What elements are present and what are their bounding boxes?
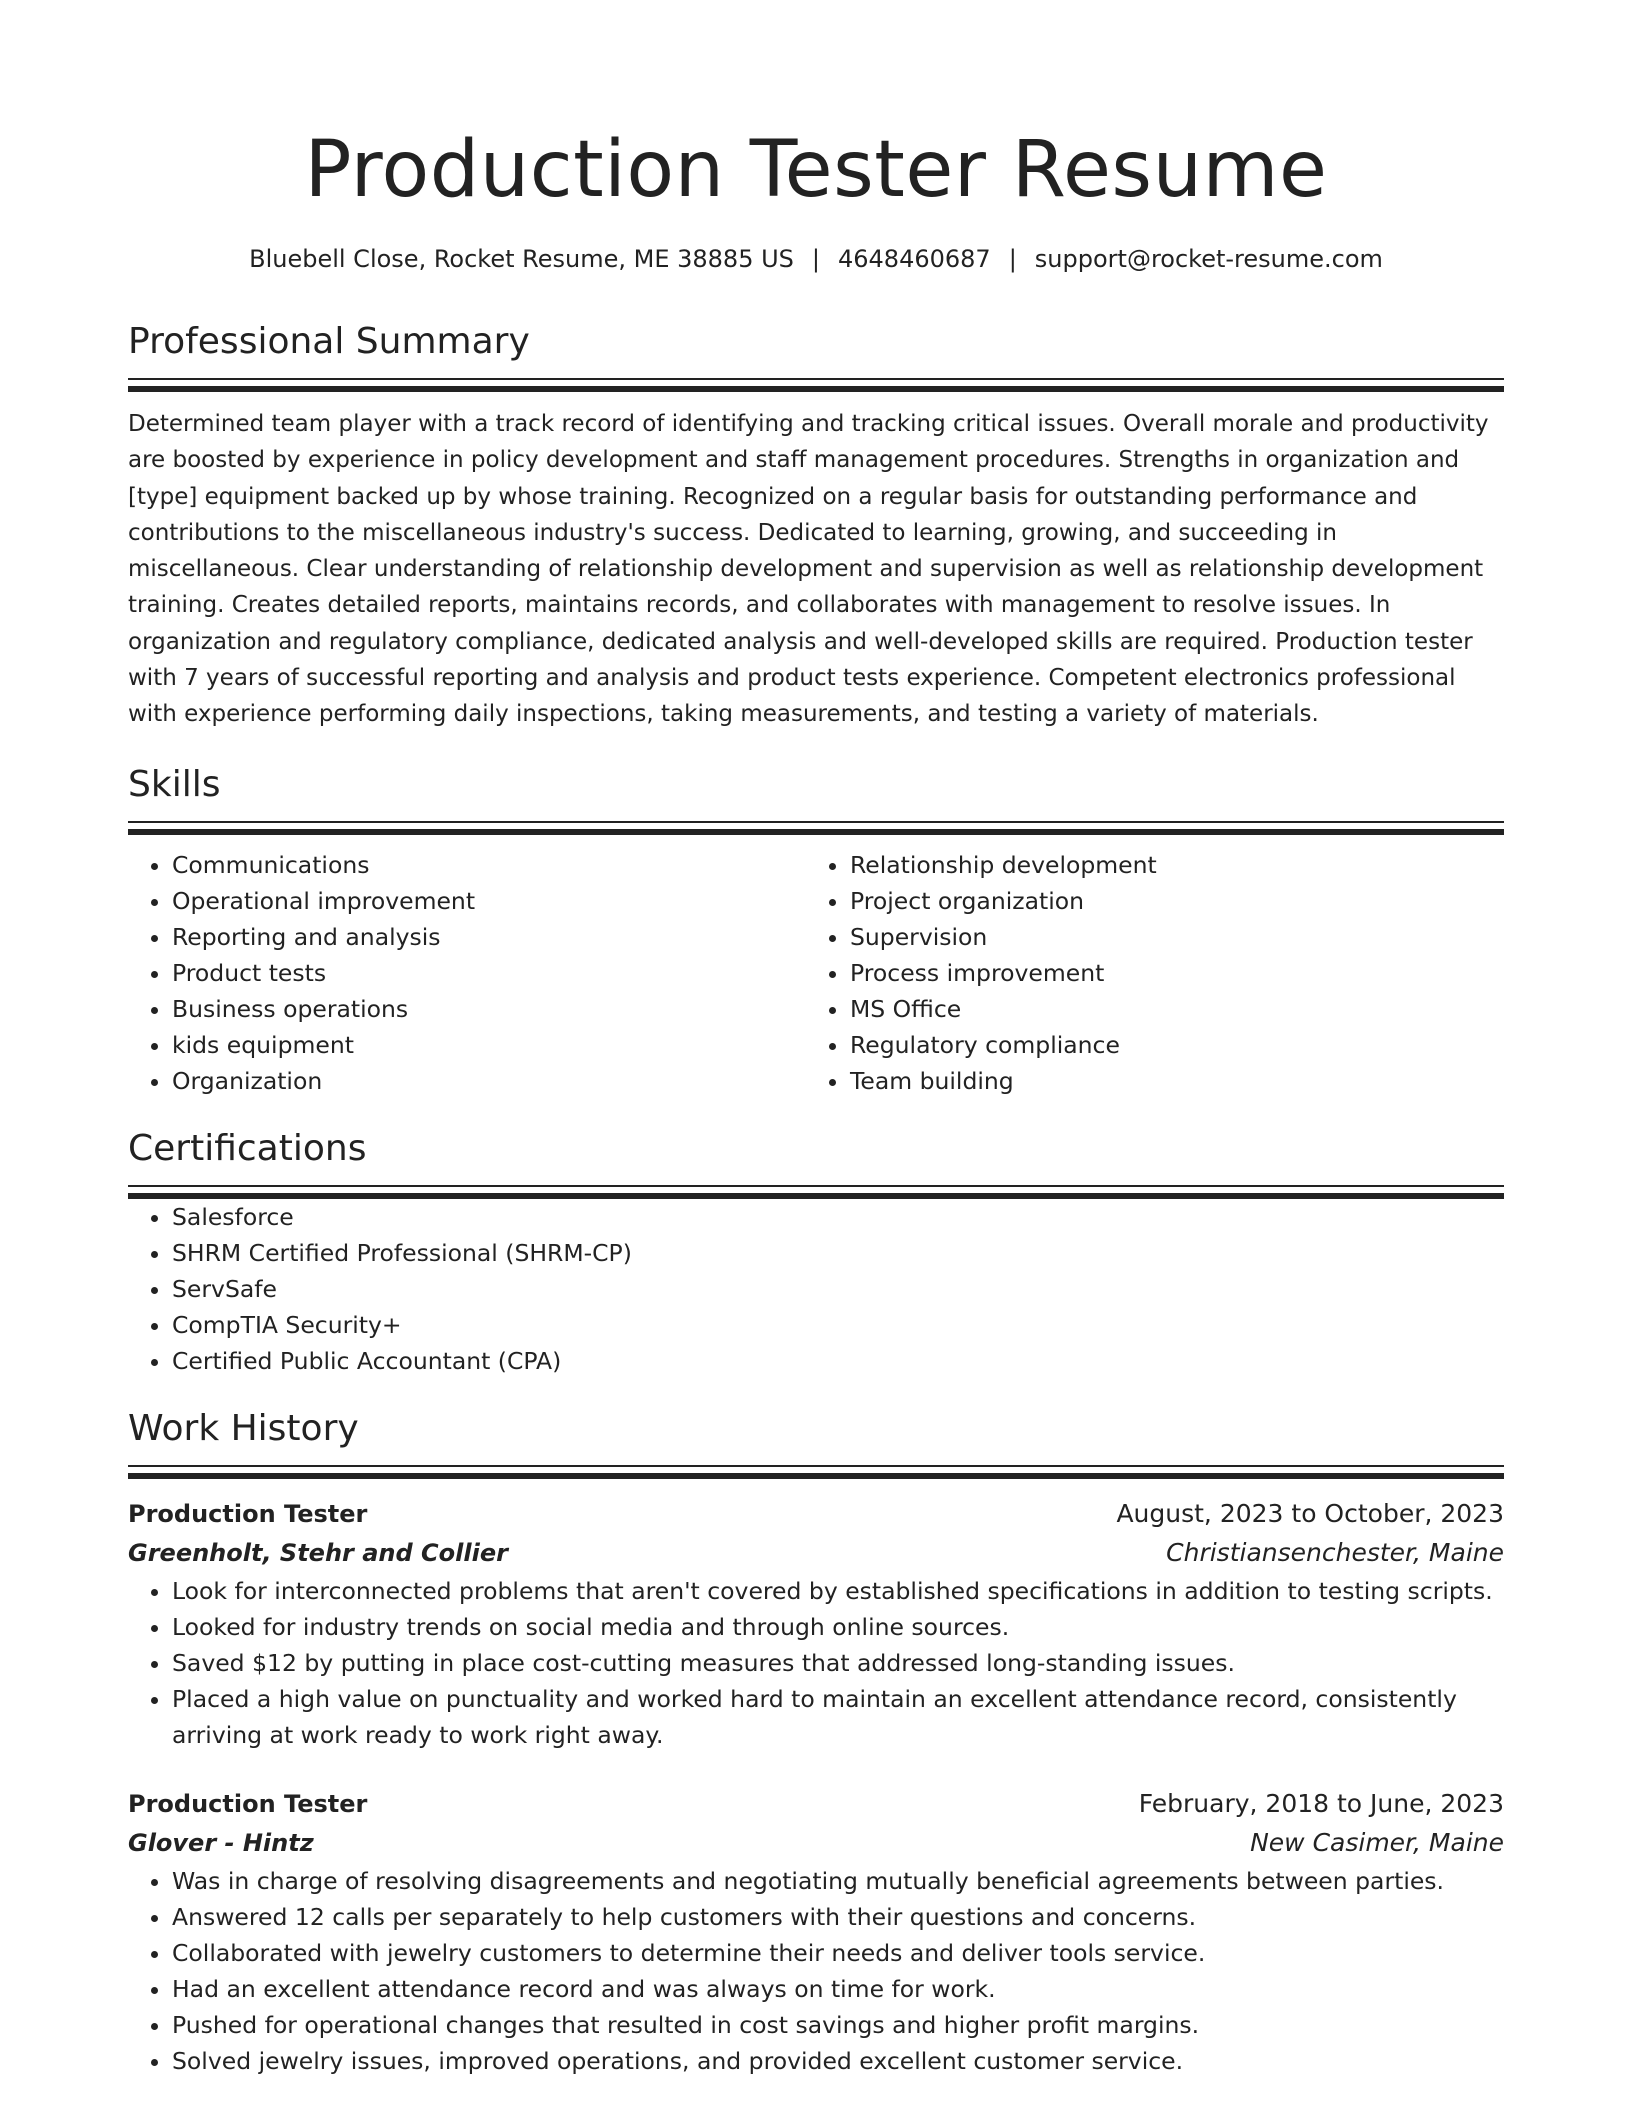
job-location: Christiansenchester, Maine: [1166, 1537, 1504, 1567]
job-entry: [128, 1785, 1504, 2079]
job-bullet: • Look for interconnected problems that aren't covered by established specifications in addition to testing scripts.: [172, 1573, 1504, 1609]
job-bullets: [128, 1863, 1504, 2079]
job-bullet: • Pushed for operational changes that resulted in cost savings and higher profit margins.: [172, 2007, 1504, 2043]
job-header: [128, 1785, 1504, 1823]
contact-separator: |: [1008, 245, 1017, 273]
section-divider: [128, 821, 1504, 835]
job-subheader: [128, 1823, 1504, 1863]
work-history-section: [128, 1405, 1504, 2079]
certification-item: • Salesforce: [172, 1199, 1504, 1235]
job-bullet: • Solved jewelry issues, improved operations, and provided excellent customer service.: [172, 2043, 1504, 2079]
job-bullet: • Looked for industry trends on social media and through online sources.: [172, 1609, 1504, 1645]
section-divider: [128, 1185, 1504, 1199]
section-divider: [128, 1465, 1504, 1479]
certification-item: • SHRM Certified Professional (SHRM-CP): [172, 1235, 1504, 1271]
job-company: Glover - Hintz: [128, 1828, 314, 1857]
job-header: [128, 1495, 1504, 1533]
certification-item: • Certified Public Accountant (CPA): [172, 1343, 1504, 1379]
skills-column-left: [128, 847, 806, 1099]
section-heading-certifications: Certifications: [128, 1127, 367, 1169]
contact-phone: 4648460687: [838, 245, 991, 273]
job-bullet: • Was in charge of resolving disagreements and negotiating mutually beneficial agreements between parties.: [172, 1863, 1504, 1899]
job-location: New Casimer, Maine: [1250, 1827, 1504, 1857]
section-divider: [128, 378, 1504, 392]
job-bullet: • Answered 12 calls per separately to help customers with their questions and concerns.: [172, 1899, 1504, 1935]
skills-section: [128, 761, 1504, 1099]
skills-list-left: [128, 847, 806, 1099]
skill-item: • Relationship development: [850, 847, 1484, 883]
summary-section: [128, 318, 1504, 733]
skill-item: • Product tests: [172, 955, 806, 991]
contact-email[interactable]: support@rocket-resume.com: [1034, 245, 1383, 273]
certification-item: • ServSafe: [172, 1271, 1504, 1307]
skills-list-right: [806, 847, 1484, 1099]
job-company: Greenholt, Stehr and Collier: [128, 1538, 508, 1567]
certifications-section: [128, 1125, 1504, 1379]
job-bullet: • Placed a high value on punctuality and worked hard to maintain an excellent attendance record, consistently arriving at work ready to work right away.: [172, 1681, 1504, 1753]
skill-item: • Organization: [172, 1063, 806, 1099]
contact-line: [128, 242, 1504, 276]
skill-item: • Business operations: [172, 991, 806, 1027]
job-bullet: • Had an excellent attendance record and was always on time for work.: [172, 1971, 1504, 2007]
certifications-list: [128, 1199, 1504, 1379]
section-heading-summary: Professional Summary: [128, 321, 530, 362]
skill-item: • MS Office: [850, 991, 1484, 1027]
section-heading-work-history: Work History: [128, 1407, 359, 1449]
contact-separator: |: [811, 245, 820, 273]
skills-column-right: [806, 847, 1484, 1099]
certification-item: • CompTIA Security+: [172, 1307, 1504, 1343]
skill-item: • Team building: [850, 1063, 1484, 1099]
skill-item: • Operational improvement: [172, 883, 806, 919]
skill-item: • Project organization: [850, 883, 1484, 919]
job-title: Production Tester: [128, 1789, 368, 1818]
job-dates: August, 2023 to October, 2023: [1116, 1498, 1504, 1528]
contact-address: Bluebell Close, Rocket Resume, ME 38885 US: [249, 245, 794, 273]
job-dates: February, 2018 to June, 2023: [1138, 1788, 1504, 1818]
skill-item: • kids equipment: [172, 1027, 806, 1063]
job-title: Production Tester: [128, 1499, 368, 1528]
job-entry: [128, 1495, 1504, 1753]
skill-item: • Supervision: [850, 919, 1484, 955]
job-bullets: [128, 1573, 1504, 1753]
job-subheader: [128, 1533, 1504, 1573]
job-bullet: • Saved $12 by putting in place cost-cutting measures that addressed long-standing issues.: [172, 1645, 1504, 1681]
resume-title: Production Tester Resume: [304, 125, 1328, 215]
skills-grid: [128, 847, 1504, 1099]
summary-text: Determined team player with a track record of identifying and tracking critical issues. Overall morale and productivity are boosted by experience in policy development and staff management procedures. Strengths in organization and [type] equipment backed up by whose training. Recognized on a regular basis for outstanding performance and contributions to the miscellaneous industry's success. Dedicated to learning, growing, and succeeding in miscellaneous. Clear understanding of relationship development and supervision as well as relationship development training. Creates detailed reports, maintains records, and collaborates with management to resolve issues. In organization and regulatory compliance, dedicated analysis and well-developed skills are required. Production tester with 7 years of successful reporting and analysis and product tests experience. Competent electronics professional with experience performing daily inspections, taking measurements, and testing a variety of materials.: [128, 411, 1489, 728]
skill-item: • Communications: [172, 847, 806, 883]
skill-item: • Regulatory compliance: [850, 1027, 1484, 1063]
skill-item: • Process improvement: [850, 955, 1484, 991]
job-bullet: • Collaborated with jewelry customers to determine their needs and deliver tools service.: [172, 1935, 1504, 1971]
section-heading-skills: Skills: [128, 763, 221, 805]
skill-item: • Reporting and analysis: [172, 919, 806, 955]
